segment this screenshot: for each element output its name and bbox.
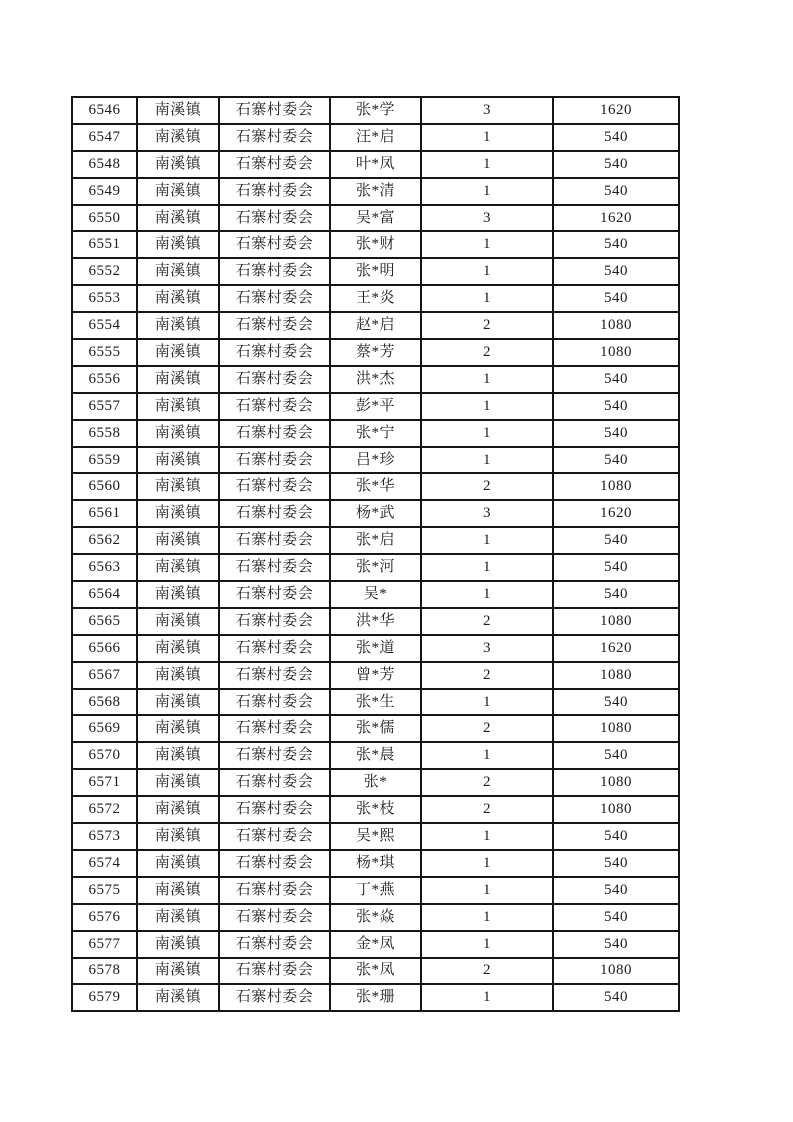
amount-cell: 1620	[553, 97, 679, 124]
amount-cell: 540	[553, 178, 679, 205]
town-cell: 南溪镇	[137, 124, 219, 151]
village-committee-cell: 石寨村委会	[219, 823, 330, 850]
table-row	[72, 97, 679, 124]
person-name-cell: 蔡*芳	[330, 339, 421, 366]
amount-cell: 1080	[553, 339, 679, 366]
amount-cell: 540	[553, 931, 679, 958]
town-cell: 南溪镇	[137, 931, 219, 958]
table-row	[72, 877, 679, 904]
village-committee-cell: 石寨村委会	[219, 931, 330, 958]
village-committee-cell: 石寨村委会	[219, 473, 330, 500]
count-cell: 1	[421, 527, 553, 554]
serial-number-cell: 6560	[72, 473, 137, 500]
town-cell: 南溪镇	[137, 178, 219, 205]
table-row	[72, 554, 679, 581]
count-cell: 2	[421, 715, 553, 742]
person-name-cell: 金*凤	[330, 931, 421, 958]
serial-number-cell: 6571	[72, 769, 137, 796]
count-cell: 1	[421, 823, 553, 850]
village-committee-cell: 石寨村委会	[219, 124, 330, 151]
table-row	[72, 715, 679, 742]
village-committee-cell: 石寨村委会	[219, 285, 330, 312]
village-committee-cell: 石寨村委会	[219, 258, 330, 285]
amount-cell: 540	[553, 877, 679, 904]
village-committee-cell: 石寨村委会	[219, 581, 330, 608]
table-row	[72, 285, 679, 312]
village-committee-cell: 石寨村委会	[219, 850, 330, 877]
person-name-cell: 吴*熙	[330, 823, 421, 850]
person-name-cell: 张*宁	[330, 420, 421, 447]
village-committee-cell: 石寨村委会	[219, 151, 330, 178]
table-row	[72, 608, 679, 635]
serial-number-cell: 6573	[72, 823, 137, 850]
table-row	[72, 904, 679, 931]
count-cell: 1	[421, 984, 553, 1011]
table-row	[72, 312, 679, 339]
amount-cell: 540	[553, 393, 679, 420]
town-cell: 南溪镇	[137, 339, 219, 366]
table-row	[72, 662, 679, 689]
town-cell: 南溪镇	[137, 393, 219, 420]
amount-cell: 1620	[553, 500, 679, 527]
village-committee-cell: 石寨村委会	[219, 366, 330, 393]
amount-cell: 540	[553, 904, 679, 931]
amount-cell: 540	[553, 527, 679, 554]
town-cell: 南溪镇	[137, 97, 219, 124]
table-row	[72, 151, 679, 178]
amount-cell: 1080	[553, 312, 679, 339]
serial-number-cell: 6563	[72, 554, 137, 581]
table-row	[72, 258, 679, 285]
table-row	[72, 500, 679, 527]
amount-cell: 540	[553, 447, 679, 474]
town-cell: 南溪镇	[137, 877, 219, 904]
town-cell: 南溪镇	[137, 366, 219, 393]
town-cell: 南溪镇	[137, 527, 219, 554]
village-committee-cell: 石寨村委会	[219, 178, 330, 205]
table-row	[72, 473, 679, 500]
amount-cell: 1080	[553, 608, 679, 635]
count-cell: 1	[421, 742, 553, 769]
town-cell: 南溪镇	[137, 554, 219, 581]
table-row	[72, 689, 679, 716]
person-name-cell: 张*河	[330, 554, 421, 581]
count-cell: 2	[421, 958, 553, 985]
count-cell: 1	[421, 420, 553, 447]
village-committee-cell: 石寨村委会	[219, 393, 330, 420]
serial-number-cell: 6549	[72, 178, 137, 205]
town-cell: 南溪镇	[137, 420, 219, 447]
person-name-cell: 吴*	[330, 581, 421, 608]
town-cell: 南溪镇	[137, 796, 219, 823]
town-cell: 南溪镇	[137, 958, 219, 985]
village-committee-cell: 石寨村委会	[219, 339, 330, 366]
table-row	[72, 984, 679, 1011]
serial-number-cell: 6558	[72, 420, 137, 447]
table-row	[72, 796, 679, 823]
town-cell: 南溪镇	[137, 742, 219, 769]
serial-number-cell: 6552	[72, 258, 137, 285]
serial-number-cell: 6575	[72, 877, 137, 904]
serial-number-cell: 6574	[72, 850, 137, 877]
count-cell: 2	[421, 608, 553, 635]
village-committee-cell: 石寨村委会	[219, 447, 330, 474]
amount-cell: 540	[553, 151, 679, 178]
amount-cell: 540	[553, 850, 679, 877]
count-cell: 1	[421, 447, 553, 474]
count-cell: 1	[421, 689, 553, 716]
amount-cell: 1620	[553, 635, 679, 662]
count-cell: 2	[421, 312, 553, 339]
count-cell: 1	[421, 178, 553, 205]
person-name-cell: 张*启	[330, 527, 421, 554]
town-cell: 南溪镇	[137, 473, 219, 500]
amount-cell: 1080	[553, 958, 679, 985]
count-cell: 2	[421, 339, 553, 366]
serial-number-cell: 6559	[72, 447, 137, 474]
table-row	[72, 635, 679, 662]
village-committee-cell: 石寨村委会	[219, 662, 330, 689]
serial-number-cell: 6570	[72, 742, 137, 769]
serial-number-cell: 6578	[72, 958, 137, 985]
count-cell: 1	[421, 258, 553, 285]
table-row	[72, 205, 679, 232]
amount-cell: 540	[553, 366, 679, 393]
count-cell: 1	[421, 124, 553, 151]
count-cell: 2	[421, 662, 553, 689]
person-name-cell: 张*财	[330, 231, 421, 258]
amount-cell: 540	[553, 689, 679, 716]
amount-cell: 540	[553, 231, 679, 258]
serial-number-cell: 6546	[72, 97, 137, 124]
person-name-cell: 曾*芳	[330, 662, 421, 689]
serial-number-cell: 6562	[72, 527, 137, 554]
count-cell: 2	[421, 769, 553, 796]
village-committee-cell: 石寨村委会	[219, 312, 330, 339]
town-cell: 南溪镇	[137, 231, 219, 258]
table-row	[72, 527, 679, 554]
count-cell: 3	[421, 97, 553, 124]
town-cell: 南溪镇	[137, 715, 219, 742]
town-cell: 南溪镇	[137, 285, 219, 312]
town-cell: 南溪镇	[137, 904, 219, 931]
village-committee-cell: 石寨村委会	[219, 500, 330, 527]
person-name-cell: 赵*启	[330, 312, 421, 339]
serial-number-cell: 6564	[72, 581, 137, 608]
person-name-cell: 张*道	[330, 635, 421, 662]
person-name-cell: 张*清	[330, 178, 421, 205]
serial-number-cell: 6547	[72, 124, 137, 151]
count-cell: 1	[421, 931, 553, 958]
person-name-cell: 杨*琪	[330, 850, 421, 877]
village-committee-cell: 石寨村委会	[219, 527, 330, 554]
table-row	[72, 931, 679, 958]
amount-cell: 1080	[553, 473, 679, 500]
town-cell: 南溪镇	[137, 205, 219, 232]
serial-number-cell: 6577	[72, 931, 137, 958]
person-name-cell: 张*	[330, 769, 421, 796]
person-name-cell: 洪*华	[330, 608, 421, 635]
person-name-cell: 张*枝	[330, 796, 421, 823]
serial-number-cell: 6567	[72, 662, 137, 689]
village-committee-cell: 石寨村委会	[219, 715, 330, 742]
amount-cell: 1620	[553, 205, 679, 232]
table-row	[72, 366, 679, 393]
count-cell: 1	[421, 554, 553, 581]
serial-number-cell: 6556	[72, 366, 137, 393]
village-committee-cell: 石寨村委会	[219, 97, 330, 124]
count-cell: 1	[421, 285, 553, 312]
serial-number-cell: 6551	[72, 231, 137, 258]
table-row	[72, 823, 679, 850]
town-cell: 南溪镇	[137, 258, 219, 285]
amount-cell: 1080	[553, 715, 679, 742]
person-name-cell: 洪*杰	[330, 366, 421, 393]
town-cell: 南溪镇	[137, 581, 219, 608]
serial-number-cell: 6555	[72, 339, 137, 366]
amount-cell: 540	[553, 581, 679, 608]
village-committee-cell: 石寨村委会	[219, 635, 330, 662]
count-cell: 2	[421, 796, 553, 823]
amount-cell: 540	[553, 420, 679, 447]
table-row	[72, 742, 679, 769]
person-name-cell: 张*凤	[330, 958, 421, 985]
count-cell: 1	[421, 393, 553, 420]
person-name-cell: 叶*凤	[330, 151, 421, 178]
amount-cell: 540	[553, 124, 679, 151]
town-cell: 南溪镇	[137, 823, 219, 850]
town-cell: 南溪镇	[137, 662, 219, 689]
town-cell: 南溪镇	[137, 500, 219, 527]
count-cell: 1	[421, 366, 553, 393]
count-cell: 1	[421, 151, 553, 178]
village-committee-cell: 石寨村委会	[219, 958, 330, 985]
serial-number-cell: 6572	[72, 796, 137, 823]
person-name-cell: 汪*启	[330, 124, 421, 151]
amount-cell: 1080	[553, 662, 679, 689]
village-committee-cell: 石寨村委会	[219, 231, 330, 258]
village-committee-cell: 石寨村委会	[219, 984, 330, 1011]
person-name-cell: 丁*燕	[330, 877, 421, 904]
amount-cell: 540	[553, 258, 679, 285]
beneficiary-table	[71, 96, 680, 1012]
table-row	[72, 339, 679, 366]
count-cell: 3	[421, 635, 553, 662]
person-name-cell: 杨*武	[330, 500, 421, 527]
village-committee-cell: 石寨村委会	[219, 554, 330, 581]
person-name-cell: 吴*富	[330, 205, 421, 232]
village-committee-cell: 石寨村委会	[219, 904, 330, 931]
count-cell: 1	[421, 904, 553, 931]
town-cell: 南溪镇	[137, 635, 219, 662]
amount-cell: 540	[553, 285, 679, 312]
serial-number-cell: 6550	[72, 205, 137, 232]
person-name-cell: 吕*珍	[330, 447, 421, 474]
count-cell: 3	[421, 205, 553, 232]
person-name-cell: 张*生	[330, 689, 421, 716]
amount-cell: 1080	[553, 769, 679, 796]
town-cell: 南溪镇	[137, 447, 219, 474]
table-row	[72, 178, 679, 205]
village-committee-cell: 石寨村委会	[219, 769, 330, 796]
person-name-cell: 张*焱	[330, 904, 421, 931]
table-row	[72, 231, 679, 258]
person-name-cell: 张*明	[330, 258, 421, 285]
table-row	[72, 581, 679, 608]
town-cell: 南溪镇	[137, 151, 219, 178]
serial-number-cell: 6568	[72, 689, 137, 716]
table-row	[72, 393, 679, 420]
count-cell: 3	[421, 500, 553, 527]
count-cell: 2	[421, 473, 553, 500]
count-cell: 1	[421, 877, 553, 904]
person-name-cell: 张*华	[330, 473, 421, 500]
village-committee-cell: 石寨村委会	[219, 420, 330, 447]
amount-cell: 540	[553, 554, 679, 581]
person-name-cell: 王*炎	[330, 285, 421, 312]
table-row	[72, 769, 679, 796]
amount-cell: 1080	[553, 796, 679, 823]
serial-number-cell: 6553	[72, 285, 137, 312]
serial-number-cell: 6566	[72, 635, 137, 662]
amount-cell: 540	[553, 823, 679, 850]
person-name-cell: 张*晨	[330, 742, 421, 769]
table-row	[72, 958, 679, 985]
village-committee-cell: 石寨村委会	[219, 689, 330, 716]
village-committee-cell: 石寨村委会	[219, 877, 330, 904]
village-committee-cell: 石寨村委会	[219, 742, 330, 769]
serial-number-cell: 6576	[72, 904, 137, 931]
town-cell: 南溪镇	[137, 312, 219, 339]
table-row	[72, 420, 679, 447]
serial-number-cell: 6561	[72, 500, 137, 527]
count-cell: 1	[421, 581, 553, 608]
serial-number-cell: 6554	[72, 312, 137, 339]
town-cell: 南溪镇	[137, 769, 219, 796]
town-cell: 南溪镇	[137, 984, 219, 1011]
count-cell: 1	[421, 850, 553, 877]
town-cell: 南溪镇	[137, 689, 219, 716]
person-name-cell: 张*儒	[330, 715, 421, 742]
person-name-cell: 张*学	[330, 97, 421, 124]
town-cell: 南溪镇	[137, 850, 219, 877]
serial-number-cell: 6569	[72, 715, 137, 742]
person-name-cell: 张*珊	[330, 984, 421, 1011]
table-row	[72, 124, 679, 151]
village-committee-cell: 石寨村委会	[219, 205, 330, 232]
town-cell: 南溪镇	[137, 608, 219, 635]
table-row	[72, 447, 679, 474]
count-cell: 1	[421, 231, 553, 258]
serial-number-cell: 6579	[72, 984, 137, 1011]
table-row	[72, 850, 679, 877]
serial-number-cell: 6548	[72, 151, 137, 178]
serial-number-cell: 6557	[72, 393, 137, 420]
village-committee-cell: 石寨村委会	[219, 796, 330, 823]
amount-cell: 540	[553, 984, 679, 1011]
amount-cell: 540	[553, 742, 679, 769]
serial-number-cell: 6565	[72, 608, 137, 635]
village-committee-cell: 石寨村委会	[219, 608, 330, 635]
person-name-cell: 彭*平	[330, 393, 421, 420]
table-body	[72, 97, 679, 1011]
